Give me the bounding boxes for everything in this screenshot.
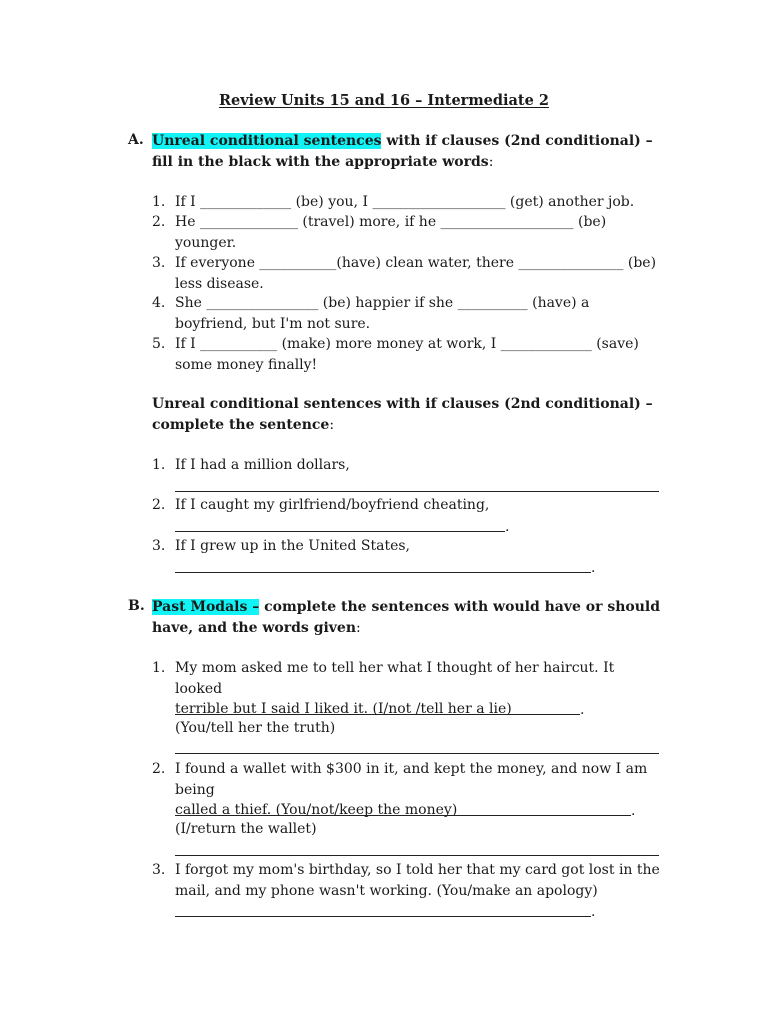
section-b-heading: Past Modals – complete the sentences with would have or should have, and the words given: — [152, 599, 661, 636]
answer-line[interactable] — [175, 714, 580, 715]
section-b-highlight: Past Modals – — [152, 599, 260, 615]
section-a2-heading: Unreal conditional sentences with if clauses (2nd conditional) – complete the sentence: — [152, 396, 653, 433]
page-title: Review Units 15 and 16 – Intermediate 2 — [218, 92, 549, 109]
answer-line[interactable] — [175, 491, 659, 492]
section-a-highlight: Unreal conditional sentences — [152, 133, 382, 149]
section-a-heading-line1: with if clauses (2nd conditional) – — [381, 133, 653, 149]
section-a-heading: Unreal conditional sentences with if clauses (2nd conditional) – fill in the black with the appropriate words: — [152, 133, 653, 170]
answer-line[interactable] — [175, 753, 659, 754]
answer-line[interactable] — [175, 855, 659, 856]
section-a-heading-line2: fill in the black with the appropriate words — [152, 153, 489, 170]
answer-line[interactable] — [175, 916, 591, 917]
answer-line[interactable] — [175, 572, 591, 573]
answer-line[interactable] — [175, 531, 505, 532]
worksheet-page: Review Units 15 and 16 – Intermediate 2 A. Unreal conditional sentences with if clauses (2nd conditional) – fill in the black with the appropriate words: 1. If I _____________ (be) you, I ___________________ (get) another job. 2. He ______________ (travel) more, if he ___________________ (be) younger. 3. If everyone ___________(have) clean water, there _______________ (be) less disease. 4. She ________________ (be) happier if she __________ (have) a boyfriend, but I'm not sure. 5. If I ___________ (make) more money at work, I _____________ (save) some money finally! Unreal conditional sentences with if clauses (2nd conditional) – complete the sentence: 1. If I had a million dollars, 2. If I caught my girlfriend/boyfriend cheating, . 3. If I grew up in the United States, . B. Past Modals – complete the sentences with would have or should have, and the words given: 1. My mom asked me to tell her what I thought of her haircut. It looked terrible but I said I liked it. (I/not /tell her a lie) . (You/tell her the truth) 2. I found a wallet with $300 in it, and kept the money, and now I am being called a thief. (You/not/keep the money) . (I/return the wallet) 3. I forgot my mom's birthday, so I told her that my card got lost in the mail, and my phone wasn't working. (You/make an apology) . — [0, 0, 768, 1024]
section-b-letter: B. — [128, 598, 145, 614]
section-a-letter: A. — [128, 132, 144, 148]
answer-line[interactable] — [175, 815, 631, 816]
